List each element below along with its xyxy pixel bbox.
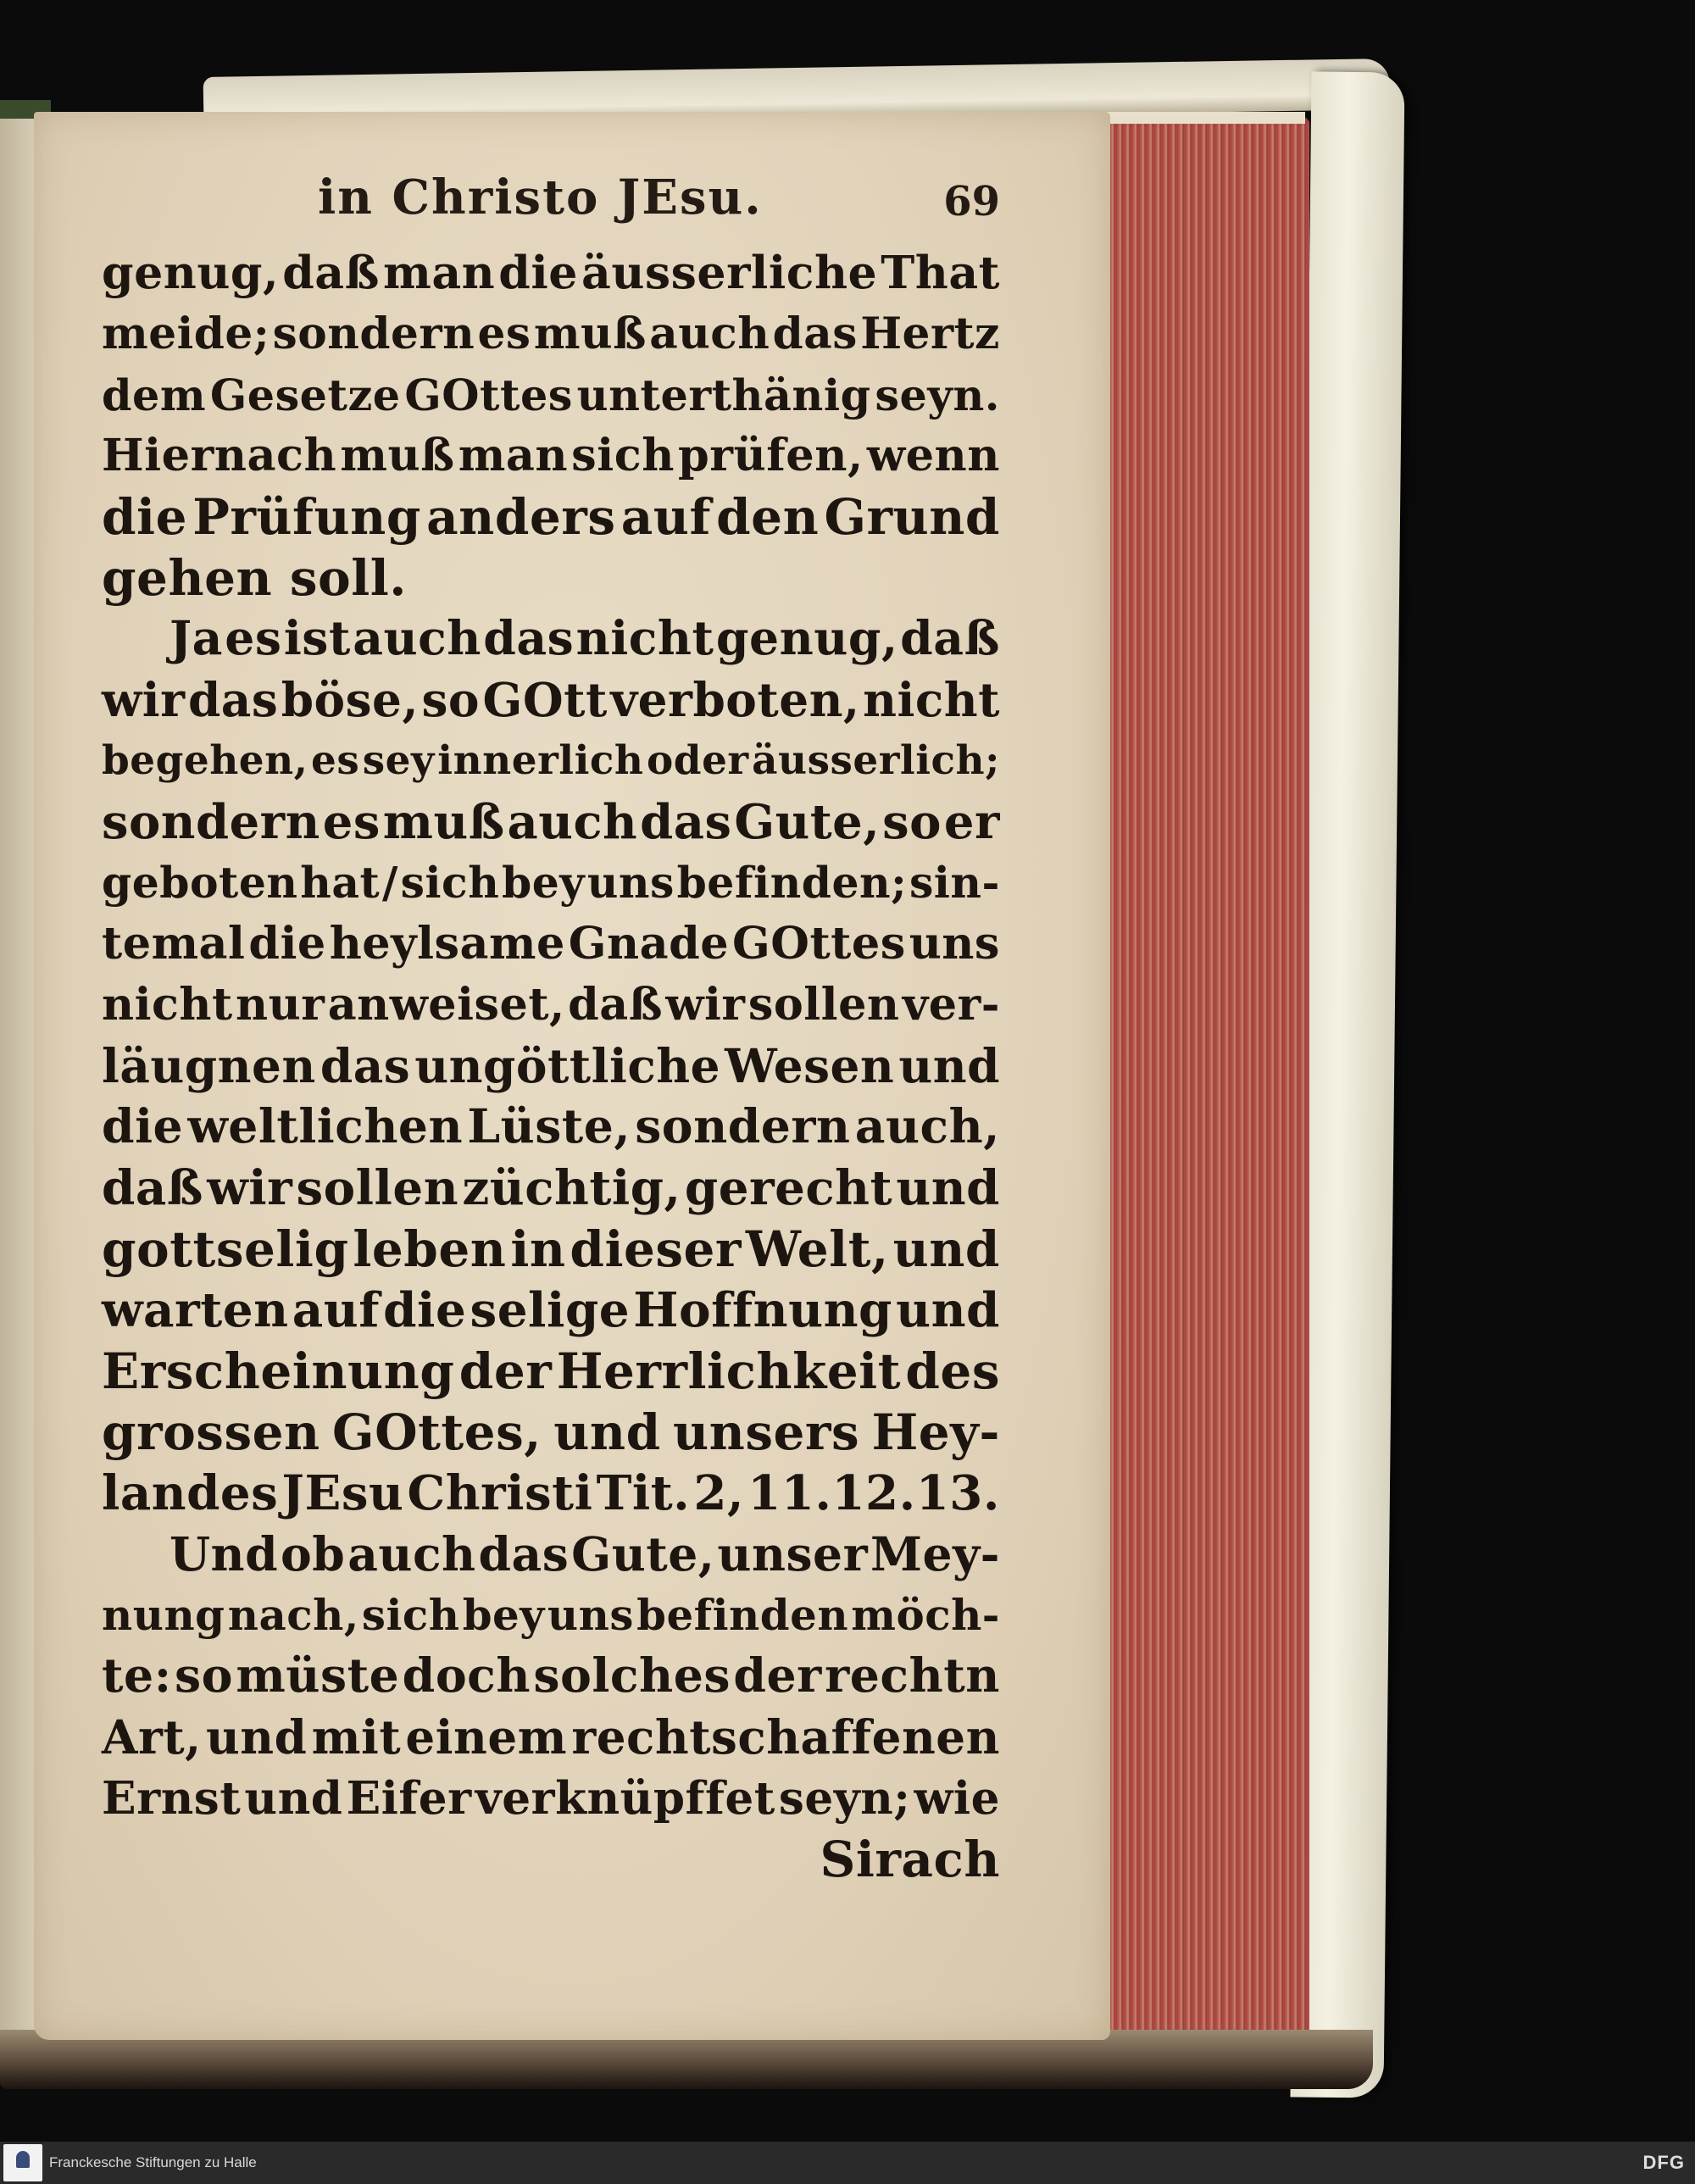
text-line: landes JEsu Christi Tit. 2, 11.12.13. bbox=[102, 1465, 1000, 1521]
text-line: temal die heylsame Gnade GOttes uns bbox=[102, 918, 1000, 970]
running-head: in Christo JEsu. bbox=[318, 169, 763, 225]
text-line: Und ob auch das Gute, unser Mey- bbox=[170, 1526, 1000, 1581]
text-line: gehen soll. bbox=[102, 549, 407, 607]
text-line: sondern es muß auch das Gute, so er bbox=[102, 794, 1000, 850]
viewer-footer bbox=[0, 2142, 1695, 2184]
text-line: die weltlichen Lüste, sondern auch, bbox=[102, 1099, 1000, 1154]
institution-name: Franckesche Stiftungen zu Halle bbox=[49, 2154, 257, 2170]
page-header bbox=[102, 169, 1000, 242]
text-line: geboten hat / sich bey uns befinden; sin- bbox=[102, 858, 1000, 908]
text-line: begehen, es sey innerlich oder äusserlich; bbox=[102, 737, 1000, 784]
text-line: te: so müste doch solches der rechtn bbox=[102, 1648, 1000, 1703]
text-line: Ernst und Eifer verknüpffet seyn; wie bbox=[102, 1771, 1000, 1825]
text-lines bbox=[102, 242, 1000, 1890]
text-line: grossen GOttes, und unsers Hey- bbox=[102, 1403, 1000, 1461]
page-number: 69 bbox=[943, 178, 1000, 225]
text-line: nung nach, sich bey uns befinden möch- bbox=[102, 1590, 1000, 1640]
text-line: dem Gesetze GOttes unterthänig seyn. bbox=[102, 370, 1000, 420]
text-line: genug, daß man die äusserliche That bbox=[102, 246, 1000, 299]
red-page-edges bbox=[1093, 117, 1309, 2066]
text-line: die Prüfung anders auf den Grund bbox=[102, 488, 1000, 546]
page-text-block bbox=[102, 169, 1000, 1890]
text-line: wir das böse, so GOtt verboten, nicht bbox=[102, 672, 1000, 727]
text-line: Hiernach muß man sich prüfen, wenn bbox=[102, 430, 1000, 481]
text-line: nicht nur anweiset, daß wir sollen ver- bbox=[102, 979, 1000, 1031]
text-line: warten auf die selige Hoffnung und bbox=[102, 1282, 1000, 1338]
foundation-logo-icon bbox=[3, 2144, 42, 2181]
text-line: läugnen das ungöttliche Wesen und bbox=[102, 1038, 1000, 1093]
text-line: gottselig leben in dieser Welt, und bbox=[102, 1220, 1000, 1278]
page-edge-top bbox=[1093, 112, 1305, 124]
text-line: Sirach bbox=[820, 1831, 1000, 1888]
text-line: Erscheinung der Herrlichkeit des bbox=[102, 1342, 1000, 1400]
text-line: meide; sondern es muß auch das Hertz bbox=[102, 308, 1000, 359]
text-line: Ja es ist auch das nicht genug, daß bbox=[170, 611, 1000, 666]
text-line: daß wir sollen züchtig, gerecht und bbox=[102, 1160, 1000, 1216]
dfg-logo: DFG bbox=[1642, 2152, 1685, 2173]
text-line: Art, und mit einem rechtschaffenen bbox=[102, 1710, 1000, 1764]
